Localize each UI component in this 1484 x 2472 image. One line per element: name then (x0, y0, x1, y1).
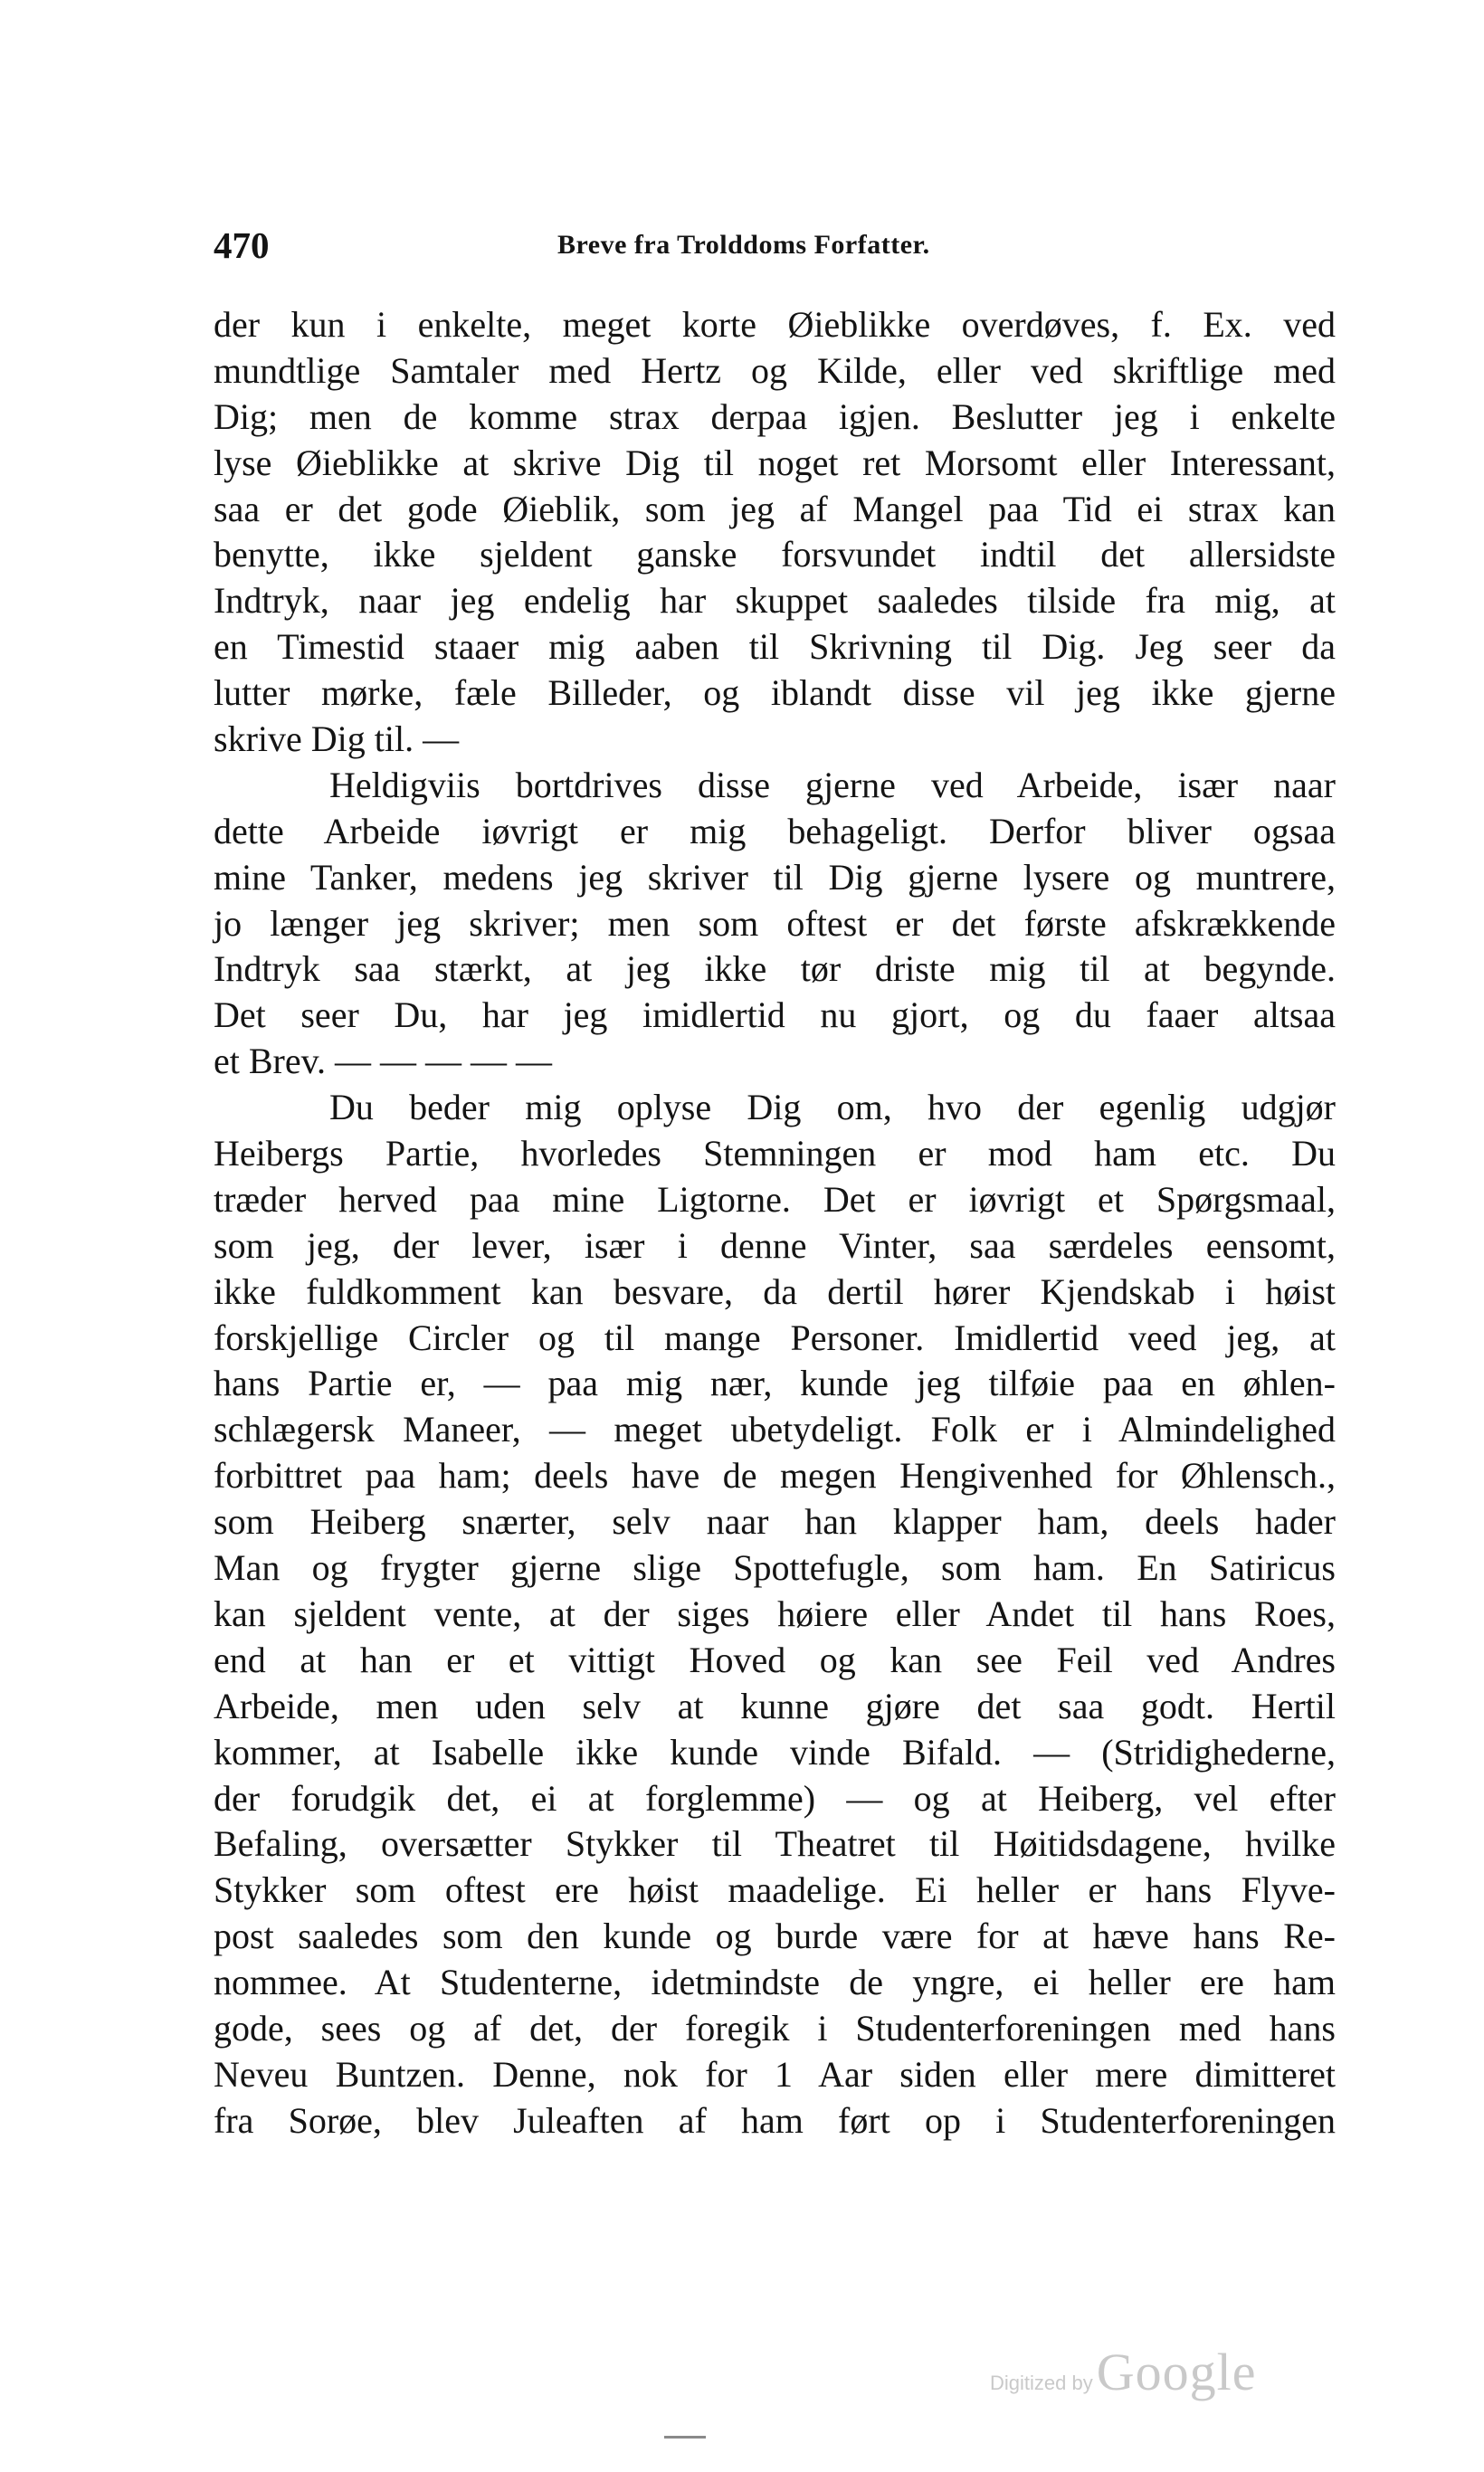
text-line: Det seer Du, har jeg imidlertid nu gjort, og du faaer altsaa (214, 994, 1336, 1036)
text-line: Man og frygter gjerne slige Spottefugle, som ham. En Satiricus (214, 1547, 1336, 1589)
text-line: kommer, at Isabelle ikke kunde vinde Bifald. — (Stridighederne, (214, 1731, 1336, 1773)
text-line: dette Arbeide iøvrigt er mig behageligt. Derfor bliver ogsaa (214, 810, 1336, 851)
text-line: som jeg, der lever, især i denne Vinter, saa særdeles eensomt, (214, 1224, 1336, 1266)
watermark-prefix: Digitized by (990, 2372, 1093, 2394)
text-line: Stykker som oftest ere høist maadelige. Ei heller er hans Flyve- (214, 1869, 1336, 1911)
text-line: forskjellige Circler og til mange Personer. Imidlertid veed jeg, at (214, 1317, 1336, 1358)
text-line: lutter mørke, fæle Billeder, og iblandt disse vil jeg ikke gjerne (214, 672, 1336, 714)
watermark-logo: Google (1096, 2343, 1257, 2401)
text-line: mundtlige Samtaler med Hertz og Kilde, eller ved skriftlige med (214, 349, 1336, 391)
text-line: træder herved paa mine Ligtorne. Det er iøvrigt et Spørgsmaal, (214, 1178, 1336, 1220)
text-line: som Heiberg snærter, selv naar han klapper ham, deels hader (214, 1501, 1336, 1543)
text-line: forbittret paa ham; deels have de megen Hengivenhed for Øhlensch., (214, 1455, 1336, 1497)
text-line: Indtryk, naar jeg endelig har skuppet saaledes tilside fra mig, at (214, 580, 1336, 622)
text-line: der kun i enkelte, meget korte Øieblikke overdøves, f. Ex. ved (214, 304, 1336, 345)
text-line: Indtryk saa stærkt, at jeg ikke tør driste mig til at begynde. (214, 948, 1336, 990)
text-line: der forudgik det, ei at forglemme) — og at Heiberg, vel efter (214, 1777, 1336, 1819)
text-line: saa er det gode Øieblik, som jeg af Mangel paa Tid ei strax kan (214, 488, 1336, 529)
digitized-watermark (990, 2342, 1256, 2402)
running-header (214, 223, 1336, 268)
text-line: Befaling, oversætter Stykker til Theatret til Høitidsdagene, hvilke (214, 1823, 1336, 1865)
text-line: gode, sees og af det, der foregik i Studenterforeningen med hans (214, 2007, 1336, 2049)
text-line: kan sjeldent vente, at der siges høiere eller Andet til hans Roes, (214, 1593, 1336, 1634)
running-title: Breve fra Trolddoms Forfatter. (557, 230, 930, 260)
page-number: 470 (214, 224, 270, 266)
text-line: lyse Øieblikke at skrive Dig til noget ret Morsomt eller Interessant, (214, 442, 1336, 483)
page-bottom-mark (664, 2436, 706, 2439)
paragraph-first-line: Du beder mig oplyse Dig om, hvo der egenlig udgjør (329, 1087, 1336, 1128)
text-line: Arbeide, men uden selv at kunne gjøre det saa godt. Hertil (214, 1685, 1336, 1726)
text-line: fra Sorøe, blev Juleaften af ham ført op i Studenterforeningen (214, 2099, 1336, 2141)
text-body (214, 302, 1336, 2144)
text-line: benytte, ikke sjeldent ganske forsvundet indtil det allersidste (214, 534, 1336, 575)
text-line: nommee. At Studenterne, idetmindste de yngre, ei heller ere ham (214, 1962, 1336, 2003)
text-line: end at han er et vittigt Hoved og kan see Feil ved Andres (214, 1639, 1336, 1680)
text-line: jo længer jeg skriver; men som oftest er det første afskrækkende (214, 902, 1336, 944)
text-line: Neveu Buntzen. Denne, nok for 1 Aar siden eller mere dimitteret (214, 2053, 1336, 2095)
text-line: hans Partie er, — paa mig nær, kunde jeg tilføie paa en øhlen- (214, 1363, 1336, 1404)
text-line: post saaledes som den kunde og burde være for at hæve hans Re- (214, 1916, 1336, 1957)
text-line: ikke fuldkomment kan besvare, da dertil hører Kjendskab i høist (214, 1270, 1336, 1312)
text-line: mine Tanker, medens jeg skriver til Dig gjerne lysere og muntrere, (214, 856, 1336, 898)
text-line: Heibergs Partie, hvorledes Stemningen er mod ham etc. Du (214, 1133, 1336, 1174)
text-line: skrive Dig til. — (214, 718, 460, 760)
text-line: en Timestid staaer mig aaben til Skrivning til Dig. Jeg seer da (214, 626, 1336, 668)
text-line: Dig; men de komme strax derpaa igjen. Beslutter jeg i enkelte (214, 395, 1336, 437)
text-line: schlægersk Maneer, — meget ubetydeligt. Folk er i Almindelighed (214, 1409, 1336, 1450)
paragraph-first-line: Heldigviis bortdrives disse gjerne ved Arbeide, især naar (329, 764, 1336, 805)
text-line: et Brev. — — — — — (214, 1041, 553, 1082)
